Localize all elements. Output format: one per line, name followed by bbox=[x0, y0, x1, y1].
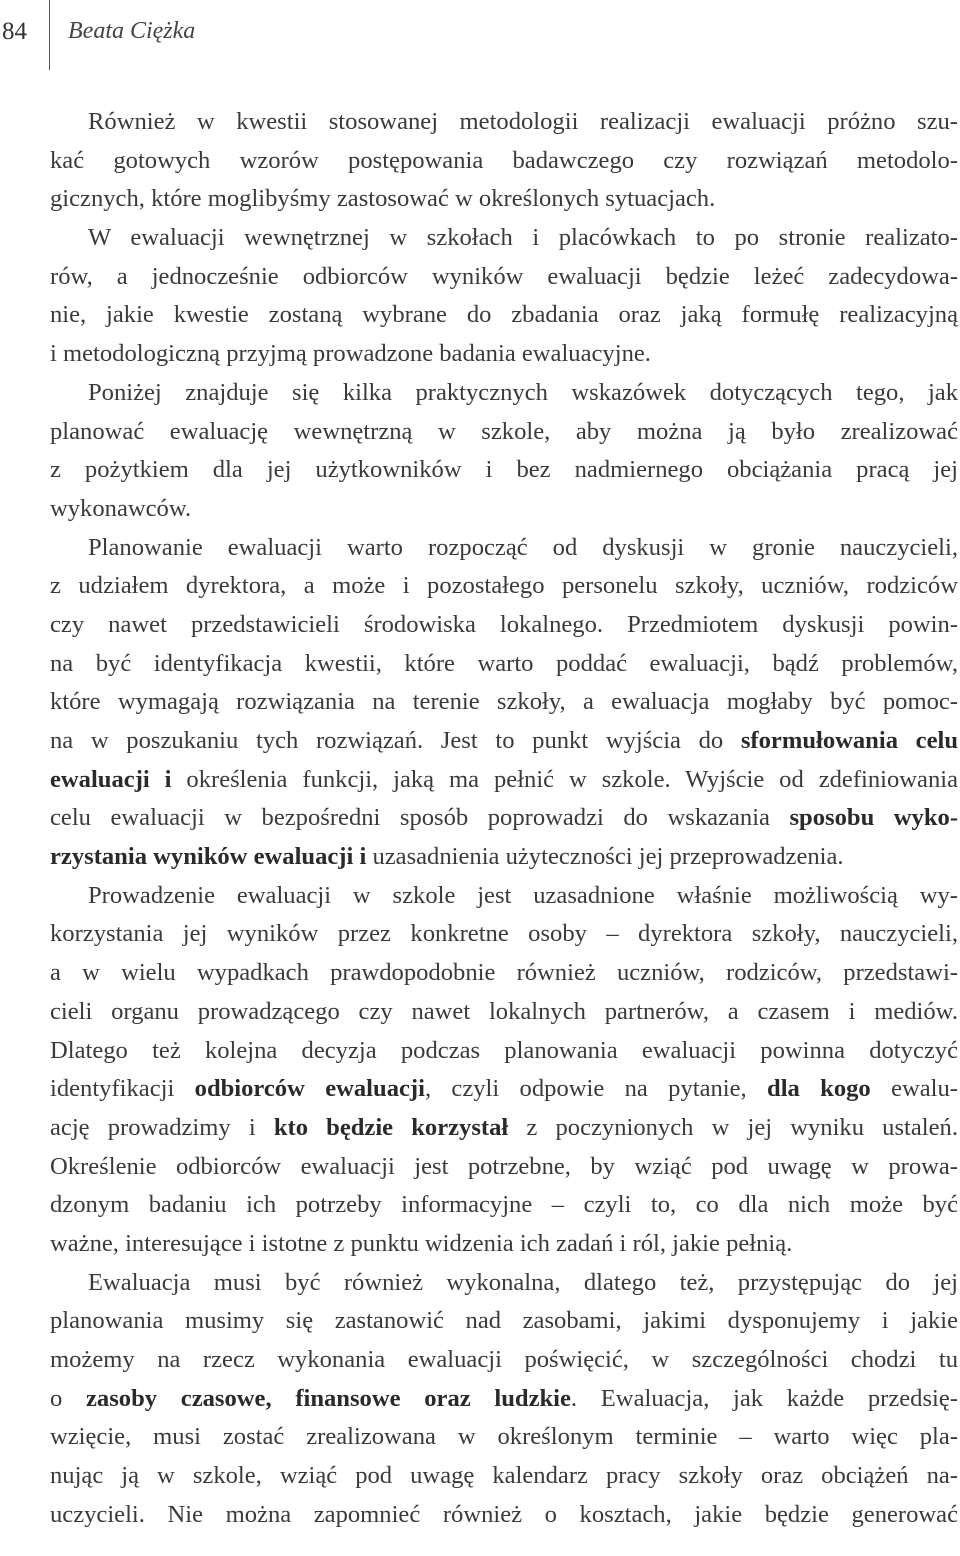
text-segment: z udziałem dyrektora, a może i pozostałego personelu szkoły, uczniów, rodziców bbox=[50, 572, 958, 600]
bold-text-segment: zasoby czasowe, finansowe oraz ludzkie bbox=[86, 1384, 571, 1412]
text-segment: na w poszukaniu tych rozwiązań. Jest to punkt wyjścia do bbox=[50, 727, 741, 754]
text-line bbox=[50, 1302, 958, 1341]
text-segment: Poniżej znajduje się kilka praktycznych wskazówek dotyczących tego, jak bbox=[88, 378, 958, 406]
bold-text-segment: sposobu wyko- bbox=[789, 804, 959, 832]
text-line bbox=[50, 567, 958, 606]
text-line bbox=[50, 142, 958, 181]
text-line bbox=[50, 219, 958, 258]
body-text bbox=[50, 103, 958, 1534]
text-segment: z pożytkiem dla jej użytkowników i bez nadmiernego obciążania pracą jej bbox=[50, 456, 958, 484]
text-line bbox=[50, 645, 958, 684]
text-segment: które wymagają rozwiązania na terenie szkoły, a ewaluacja mogłaby być pomoc- bbox=[50, 688, 958, 716]
text-line bbox=[50, 683, 958, 722]
text-line bbox=[50, 1109, 958, 1148]
bold-text-segment: sformułowania celu bbox=[740, 727, 958, 754]
text-segment: Określenie odbiorców ewaluacji jest potrzebne, by wziąć pod uwagę w prowa- bbox=[50, 1152, 958, 1180]
bold-text-segment: ewaluacji i bbox=[50, 765, 172, 793]
text-segment: czy nawet przedstawicieli środowiska lokalnego. Przedmiotem dyskusji powin- bbox=[50, 610, 958, 638]
text-segment: uczycieli. Nie można zapomnieć również o kosztach, jakie będzie generować bbox=[50, 1500, 958, 1528]
text-line bbox=[50, 1032, 958, 1071]
page-header bbox=[0, 0, 960, 72]
text-line bbox=[50, 1070, 958, 1109]
text-segment: możemy na rzecz wykonania ewaluacji poświęcić, w szczególności chodzi tu bbox=[50, 1346, 958, 1373]
text-segment: nując ją w szkole, wziąć pod uwagę kalendarz pracy szkoły oraz obciążeń na- bbox=[50, 1462, 958, 1490]
text-line bbox=[50, 1225, 958, 1264]
text-segment: o bbox=[50, 1384, 87, 1412]
text-segment: ację prowadzimy i bbox=[50, 1113, 274, 1141]
text-line bbox=[50, 1457, 958, 1496]
text-segment: W ewaluacji wewnętrznej w szkołach i placówkach to po stronie realizato- bbox=[88, 224, 958, 252]
text-segment: nie, jakie kwestie zostaną wybrane do zbadania oraz jaką formułę realizacyjną bbox=[50, 301, 958, 329]
text-segment: Również w kwestii stosowanej metodologii realizacji ewaluacji próżno szu- bbox=[88, 108, 958, 135]
text-line bbox=[50, 374, 958, 413]
text-line bbox=[50, 180, 958, 219]
text-line bbox=[50, 799, 958, 838]
text-segment: ewalu- bbox=[870, 1075, 958, 1103]
text-segment: wzięcie, musi zostać zrealizowana w określonym terminie – warto więc pla- bbox=[50, 1423, 958, 1451]
text-segment: , czyli odpowie na pytanie, bbox=[424, 1075, 768, 1103]
text-line bbox=[50, 915, 958, 954]
text-segment: korzystania jej wyników przez konkretne osoby – dyrektora szkoły, nauczycieli, bbox=[50, 920, 958, 948]
text-line bbox=[50, 722, 958, 761]
text-segment: identyfikacji bbox=[50, 1075, 195, 1103]
text-segment: i metodologiczną przyjmą prowadzone badania ewaluacyjne. bbox=[50, 340, 651, 368]
text-line bbox=[50, 490, 958, 529]
text-line bbox=[50, 1341, 958, 1380]
text-segment: na być identyfikacja kwestii, które warto poddać ewaluacji, bądź problemów, bbox=[50, 649, 958, 677]
text-segment: ważne, interesujące i istotne z punktu widzenia ich zadań i ról, jakie pełnią. bbox=[50, 1229, 793, 1257]
text-line bbox=[50, 877, 958, 916]
text-line bbox=[50, 1496, 958, 1535]
text-line bbox=[50, 606, 958, 645]
text-segment: z poczynionych w jej wyniku ustaleń. bbox=[508, 1113, 958, 1141]
header-divider bbox=[49, 0, 50, 70]
bold-text-segment: dla kogo bbox=[767, 1075, 871, 1103]
text-segment: uzasadnienia użyteczności jej przeprowadzenia. bbox=[366, 843, 844, 871]
bold-text-segment: kto będzie korzystał bbox=[273, 1113, 509, 1141]
running-head-author: Beata Ciężka bbox=[68, 18, 196, 44]
bold-text-segment: odbiorców ewaluacji bbox=[194, 1075, 425, 1103]
text-segment: Ewaluacja musi być również wykonalna, dlatego też, przystępując do jej bbox=[88, 1268, 958, 1296]
text-segment: Planowanie ewaluacji warto rozpocząć od dyskusji w gronie nauczycieli, bbox=[88, 533, 958, 561]
text-segment: celu ewaluacji w bezpośredni sposób poprowadzi do wskazania bbox=[50, 804, 790, 832]
text-line bbox=[50, 1186, 958, 1225]
text-segment: . Ewaluacja, jak każde przedsię- bbox=[570, 1384, 958, 1412]
text-segment: planować ewaluację wewnętrzną w szkole, aby można ją było zrealizować bbox=[50, 417, 958, 445]
bold-text-segment: rzystania wyników ewaluacji i bbox=[50, 843, 367, 871]
text-line bbox=[50, 529, 958, 568]
text-line bbox=[50, 1148, 958, 1187]
text-line bbox=[50, 1418, 958, 1457]
text-line bbox=[50, 413, 958, 452]
text-segment: kać gotowych wzorów postępowania badawczego czy rozwiązań metodolo- bbox=[50, 146, 958, 174]
text-segment: cieli organu prowadzącego czy nawet lokalnych partnerów, a czasem i mediów. bbox=[50, 997, 958, 1025]
text-segment: dzonym badaniu ich potrzeby informacyjne – czyli to, co dla nich może być bbox=[50, 1191, 958, 1219]
text-line bbox=[50, 954, 958, 993]
text-line bbox=[50, 993, 958, 1032]
text-line bbox=[50, 103, 958, 142]
text-line bbox=[50, 296, 958, 335]
text-segment: Dlatego też kolejna decyzja podczas planowania ewaluacji powinna dotyczyć bbox=[50, 1036, 958, 1064]
text-segment: rów, a jednocześnie odbiorców wyników ewaluacji będzie leżeć zadecydowa- bbox=[50, 262, 958, 290]
text-line bbox=[50, 761, 958, 800]
text-segment: gicznych, które moglibyśmy zastosować w określonych sytuacjach. bbox=[50, 185, 716, 213]
text-line bbox=[50, 1380, 958, 1419]
text-segment: Prowadzenie ewaluacji w szkole jest uzasadnione właśnie możliwością wy- bbox=[88, 881, 958, 909]
page-number: 84 bbox=[2, 18, 27, 45]
text-segment: a w wielu wypadkach prawdopodobnie również uczniów, rodziców, przedstawi- bbox=[50, 959, 958, 987]
text-line bbox=[50, 838, 958, 877]
text-line bbox=[50, 258, 958, 297]
text-segment: planowania musimy się zastanowić nad zasobami, jakimi dysponujemy i jakie bbox=[50, 1307, 958, 1335]
text-segment: wykonawców. bbox=[50, 494, 192, 522]
text-line bbox=[50, 451, 958, 490]
text-line bbox=[50, 335, 958, 374]
text-segment: określenia funkcji, jaką ma pełnić w szkole. Wyjście od zdefiniowania bbox=[171, 765, 959, 793]
text-line bbox=[50, 1264, 958, 1303]
